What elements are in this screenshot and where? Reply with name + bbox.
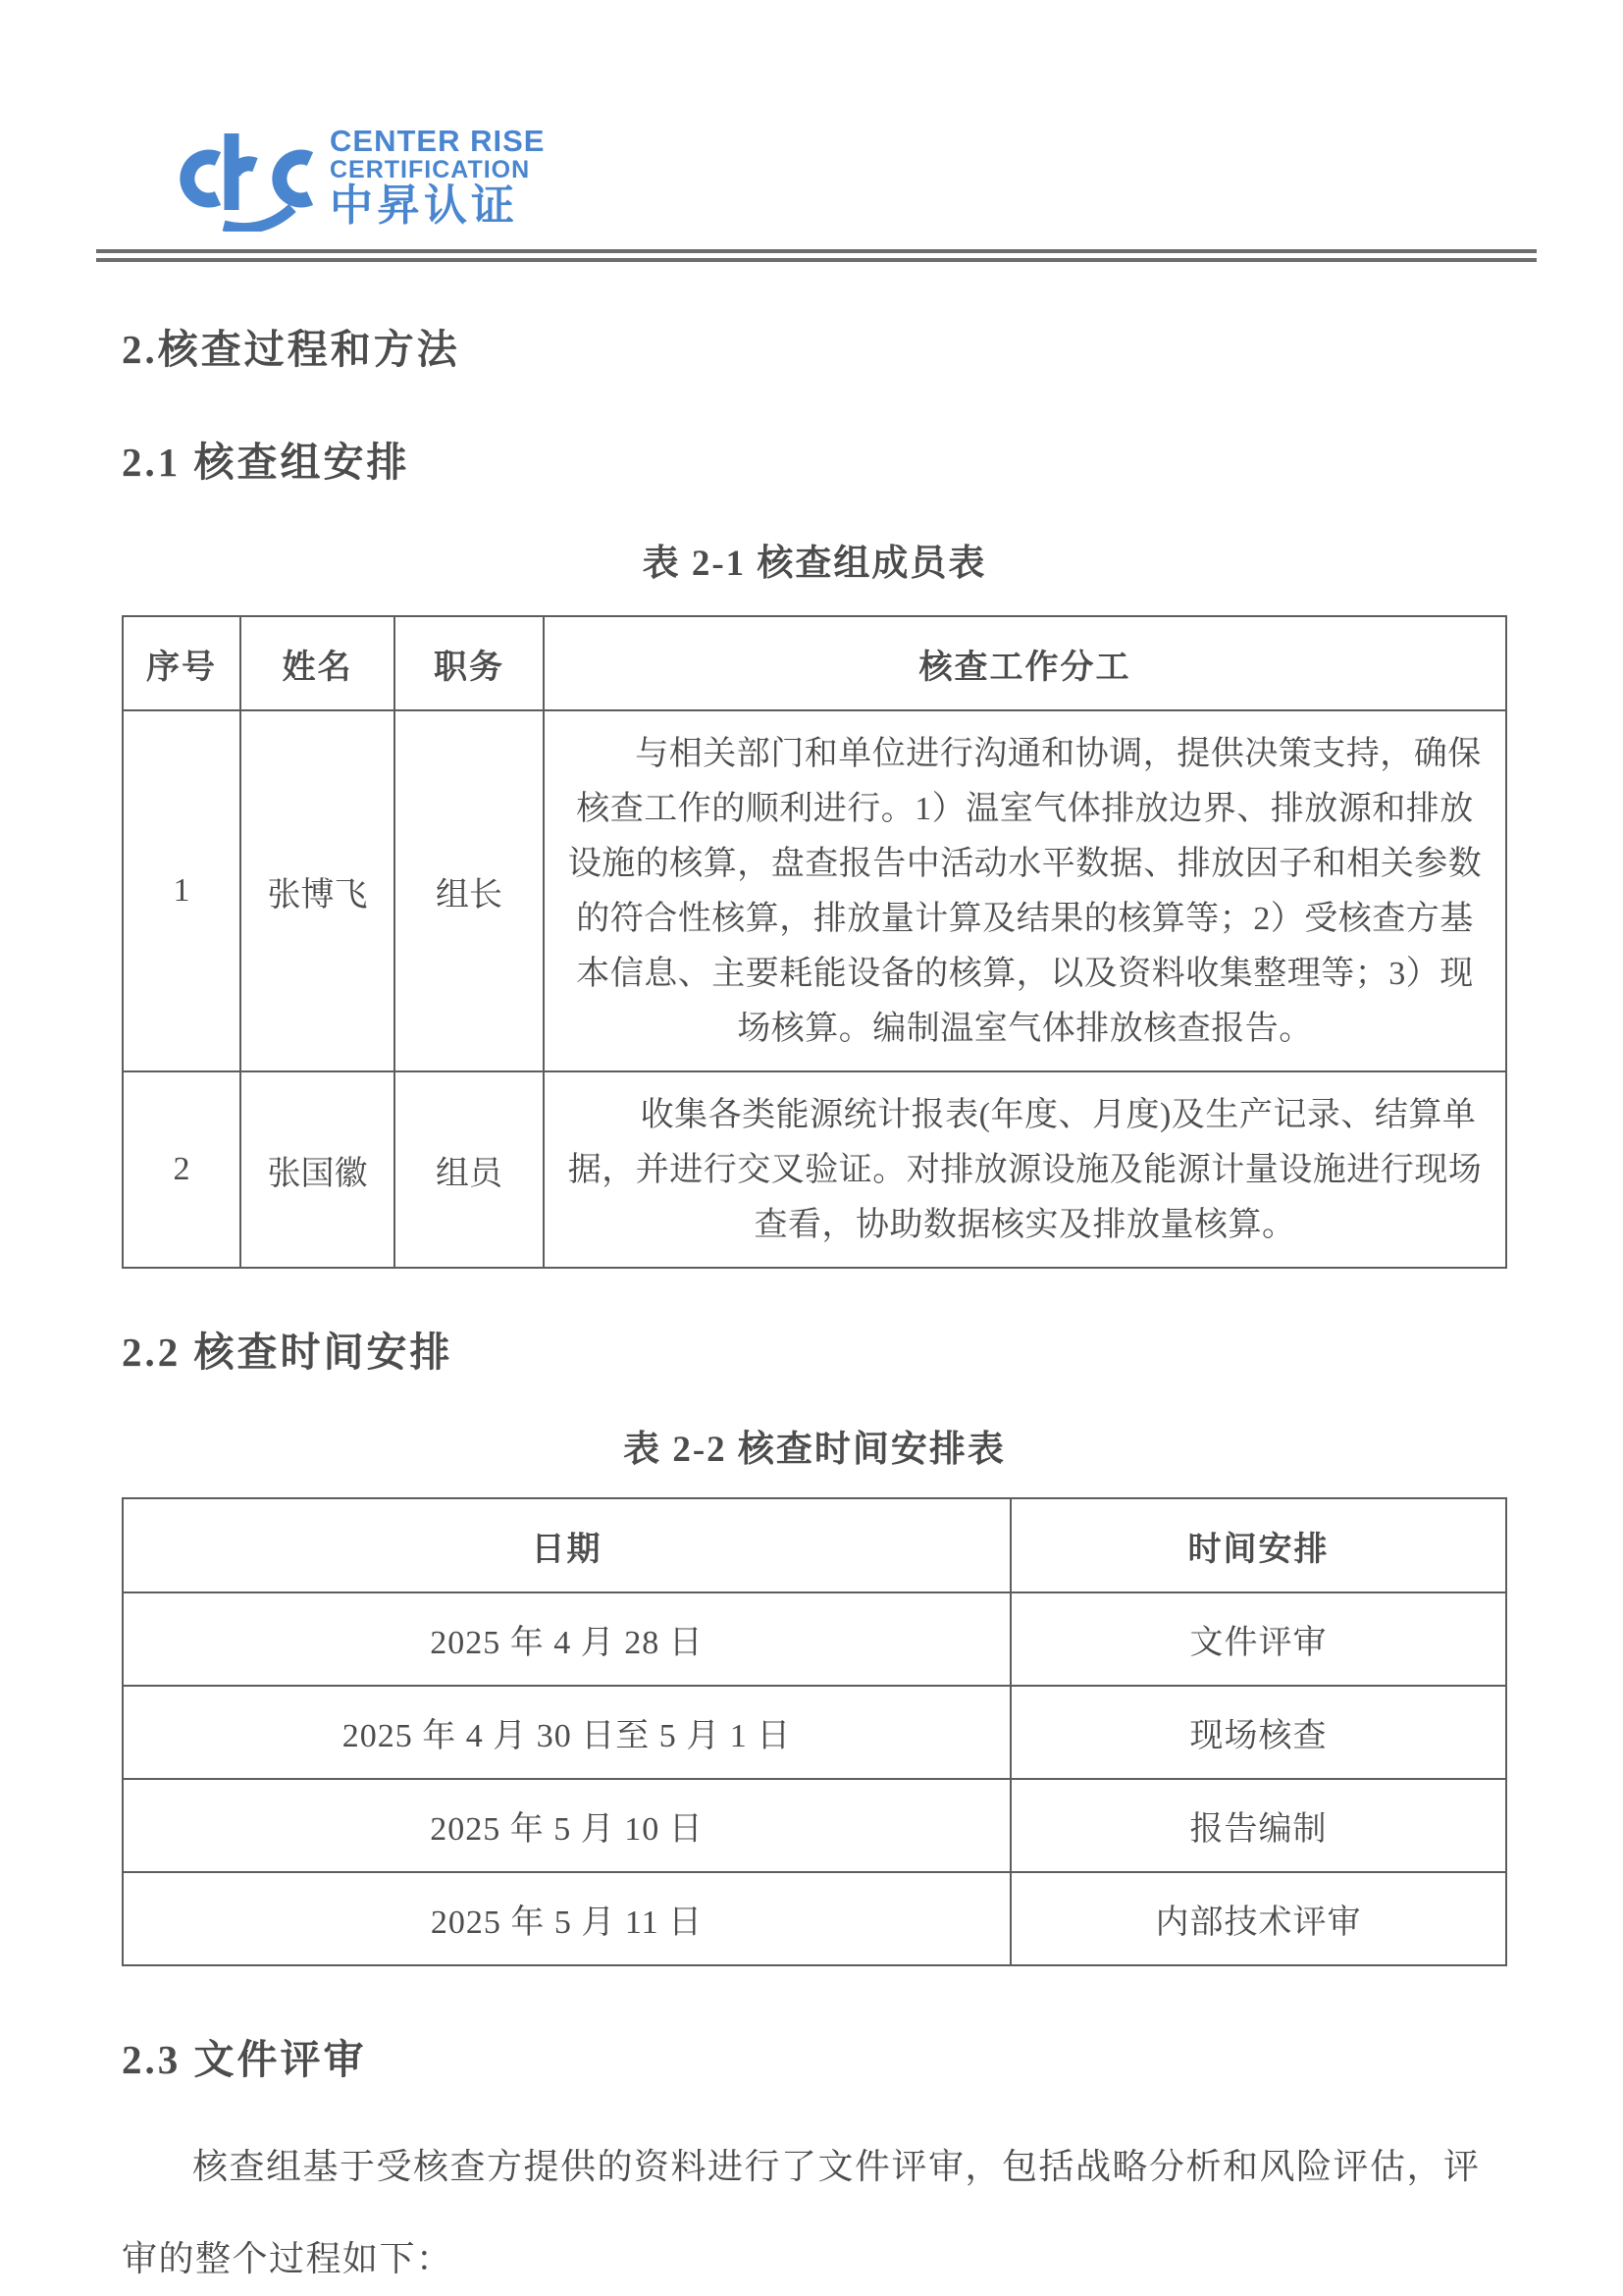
logo-english-line1: CENTER RISE [330, 124, 546, 158]
table-header-row [123, 616, 1506, 710]
section-title-2-3: 2.3 文件评审 [122, 2037, 367, 2082]
crc-logo-icon [173, 126, 320, 232]
cell-date: 2025 年 5 月 11 日 [123, 1872, 1011, 1965]
table-row [123, 1872, 1506, 1965]
table-row [123, 1686, 1506, 1779]
cell-date: 2025 年 4 月 28 日 [123, 1592, 1011, 1686]
cell-name: 张国徽 [240, 1071, 394, 1268]
table-row [123, 1779, 1506, 1872]
cell-name: 张博飞 [240, 710, 394, 1071]
table-header-row [123, 1498, 1506, 1592]
verification-team-table [122, 615, 1507, 1269]
cell-activity: 文件评审 [1011, 1592, 1506, 1686]
cell-activity: 现场核查 [1011, 1686, 1506, 1779]
cell-date: 2025 年 4 月 30 日至 5 月 1 日 [123, 1686, 1011, 1779]
section-title-2: 2.核查过程和方法 [122, 327, 460, 372]
header-divider-rule [96, 249, 1537, 262]
section-title-2-1: 2.1 核查组安排 [122, 440, 410, 485]
cell-activity: 报告编制 [1011, 1779, 1506, 1872]
cell-role: 组长 [394, 710, 544, 1071]
cell-index: 2 [123, 1071, 240, 1268]
col-header-duties: 核查工作分工 [544, 616, 1506, 710]
col-header-name: 姓名 [240, 616, 394, 710]
col-header-date: 日期 [123, 1498, 1011, 1592]
document-review-paragraph: 核查组基于受核查方提供的资料进行了文件评审，包括战略分析和风险评估，评审的整个过程如下： [122, 2147, 1481, 2278]
schedule-table [122, 1497, 1507, 1966]
cell-index: 1 [123, 710, 240, 1071]
cell-duties: 收集各类能源统计报表(年度、月度)及生产记录、结算单据，并进行交叉验证。对排放源设施及能源计量设施进行现场查看，协助数据核实及排放量核算。 [544, 1071, 1506, 1268]
cell-date: 2025 年 5 月 10 日 [123, 1779, 1011, 1872]
col-header-role: 职务 [394, 616, 544, 710]
table-row [123, 1071, 1506, 1268]
col-header-index: 序号 [123, 616, 240, 710]
table-2-2-caption: 表 2-2 核查时间安排表 [623, 1430, 1006, 1470]
cell-activity: 内部技术评审 [1011, 1872, 1506, 1965]
logo-english-line2: CERTIFICATION [330, 156, 531, 183]
table-row [123, 710, 1506, 1071]
logo-text-block [330, 126, 545, 228]
body-area [96, 317, 1537, 2296]
cell-role: 组员 [394, 1071, 544, 1268]
cell-duties: 与相关部门和单位进行沟通和协调，提供决策支持，确保核查工作的顺利进行。1）温室气体排放边界、排放源和排放设施的核算，盘查报告中活动水平数据、排放因子和相关参数的符合性核算，排放量计算及结果的核算等；2）受核查方基本信息、主要耗能设备的核算，以及资料收集整理等；3）现场核算。编制温室气体排放核查报告。 [544, 710, 1506, 1071]
section-title-2-2: 2.2 核查时间安排 [122, 1330, 453, 1375]
table-row [123, 1592, 1506, 1686]
company-logo [173, 126, 1537, 239]
col-header-activity: 时间安排 [1011, 1498, 1506, 1592]
table-2-1-caption: 表 2-1 核查组成员表 [642, 544, 987, 584]
logo-chinese-name: 中昇认证 [330, 182, 518, 230]
